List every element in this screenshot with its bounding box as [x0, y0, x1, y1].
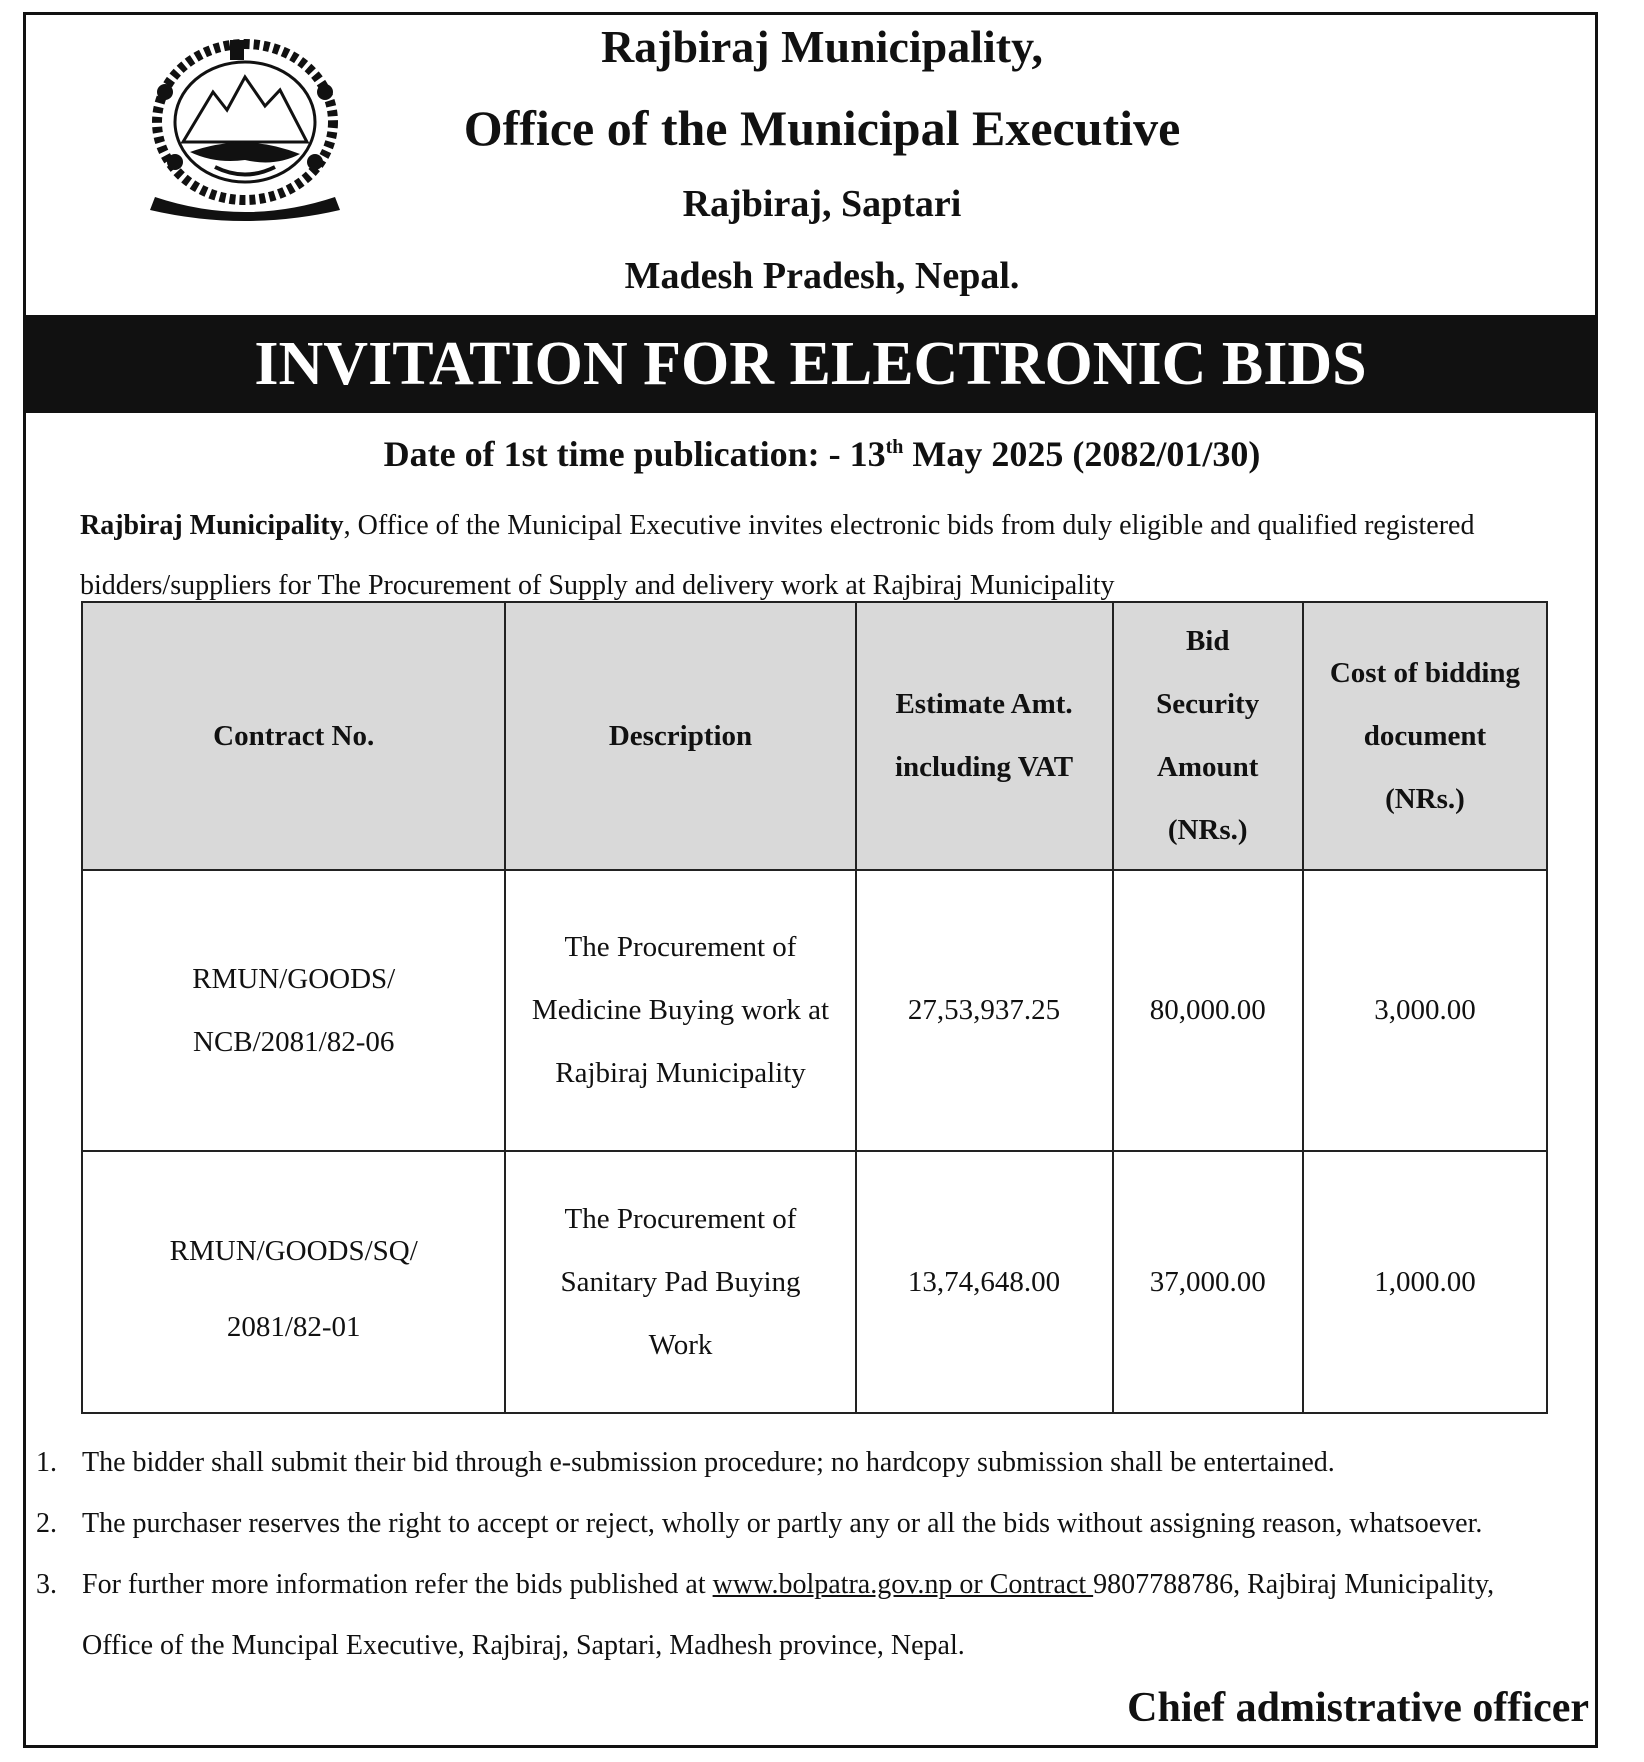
cell-contract-no: RMUN/GOODS/SQ/ 2081/82-01	[82, 1151, 505, 1413]
header-contract-no: Contract No.	[82, 602, 505, 870]
intro-paragraph	[80, 496, 1600, 616]
cell-cost-of-document: 3,000.00	[1303, 870, 1547, 1151]
note-number: 3.	[36, 1569, 57, 1600]
note-item	[36, 1493, 1596, 1554]
intro-line-2: bidders/suppliers for The Procurement of Supply and delivery work at Rajbiraj Municipality	[80, 570, 1115, 601]
intro-bold: Rajbiraj Municipality	[80, 510, 344, 541]
note-text-after: 9807788786, Rajbiraj Municipality,	[1093, 1569, 1495, 1600]
note-text: The bidder shall submit their bid through e-submission procedure; no hardcopy submission shall be entertained.	[82, 1447, 1335, 1478]
table-row	[82, 870, 1547, 1151]
table-row	[82, 1151, 1547, 1413]
note-text-line2: Office of the Muncipal Executive, Rajbiraj, Saptari, Madhesh province, Nepal.	[82, 1630, 965, 1661]
notice-title-banner: INVITATION FOR ELECTRONIC BIDS	[26, 315, 1595, 413]
cell-estimate: 13,74,648.00	[856, 1151, 1113, 1413]
municipality-name: Rajbiraj Municipality,	[600, 21, 1044, 72]
notes-list	[36, 1432, 1596, 1676]
note-item	[36, 1432, 1596, 1493]
signature-title: Chief admistrative officer	[1127, 1685, 1589, 1731]
header-estimate: Estimate Amt. including VAT	[856, 602, 1113, 870]
cell-bid-security: 37,000.00	[1113, 1151, 1303, 1413]
intro-line-1: Rajbiraj Municipality, Office of the Municipal Executive invites electronic bids from duly eligible and qualified registered	[80, 510, 1475, 541]
note-item	[36, 1554, 1596, 1676]
header-bid-security: Bid Security Amount (NRs.)	[1113, 602, 1303, 870]
office-name: Office of the Municipal Executive	[463, 100, 1181, 156]
note-text: The purchaser reserves the right to accept or reject, wholly or partly any or all the bids without assigning reason, whatsoever.	[82, 1508, 1483, 1539]
note-text-before: For further more information refer the bids published at	[82, 1569, 713, 1600]
bids-table	[81, 601, 1548, 1414]
bolpatra-link[interactable]: www.bolpatra.gov.np or Contract	[712, 1569, 1094, 1600]
office-location: Rajbiraj, Saptari	[682, 183, 962, 225]
publication-date: Date of 1st time publication: - 13th May 2025 (2082/01/30)	[383, 434, 1261, 474]
header-cost-of-document: Cost of bidding document (NRs.)	[1303, 602, 1547, 870]
header-description: Description	[505, 602, 855, 870]
note-number: 2.	[36, 1508, 57, 1539]
cell-contract-no: RMUN/GOODS/ NCB/2081/82-06	[82, 870, 505, 1151]
cell-description: The Procurement of Medicine Buying work at Rajbiraj Municipality	[505, 870, 855, 1151]
office-province: Madesh Pradesh, Nepal.	[624, 255, 1020, 297]
note-number: 1.	[36, 1447, 57, 1478]
cell-estimate: 27,53,937.25	[856, 870, 1113, 1151]
cell-description: The Procurement of Sanitary Pad Buying Work	[505, 1151, 855, 1413]
cell-cost-of-document: 1,000.00	[1303, 1151, 1547, 1413]
cell-bid-security: 80,000.00	[1113, 870, 1303, 1151]
table-header-row	[82, 602, 1547, 870]
